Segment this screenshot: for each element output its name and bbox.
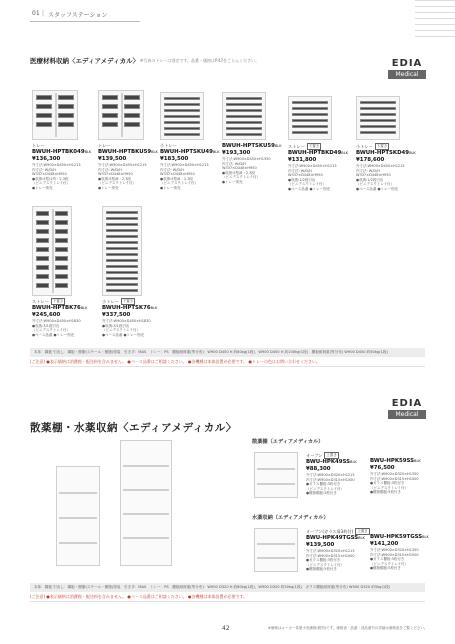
product-price: ¥178,600 [356, 157, 385, 163]
product-spec-line: 内寸法: W/D/H [160, 167, 184, 172]
product-label: 小トレー 下置き [102, 298, 134, 304]
product-spec-line: ●収納:S型/8・2,3段 [222, 170, 255, 175]
product-spec-line: （ビニデスクトレイ付） [306, 562, 345, 567]
product-spec-line: 外寸法:W900×D450×H1215 [356, 164, 405, 168]
product-bwuh-hptsku59 [222, 143, 298, 185]
product-spec-line: ●収納:3/1段引出 [102, 323, 130, 328]
caution-line-2: (ご注意) ●表示価格は消費税・配送料を含みません。 ●ベース品番はご相談ください。 ●各機種は本体設置が必要です。 [30, 594, 425, 602]
product-spec-line: （ビニデスクトレイ付） [102, 328, 141, 333]
product-spec-line: W337×D448×H950 [32, 172, 67, 177]
cabinet-image [160, 92, 204, 140]
product-spec-line: ●トレー別売 [98, 185, 119, 190]
product-price: ¥136,300 [32, 156, 61, 162]
product-code: BWUH-HPTBK049BLK [32, 149, 92, 155]
product-spec-line: W337×D448×H950 [160, 172, 195, 177]
product-spec-line: ●ベース品番 ●トレー別売 [32, 332, 75, 337]
product-spec-line: ●収納:S型/1列・2,3段 [32, 176, 69, 181]
product-label: 小トレー [160, 143, 177, 148]
badge: 下置き [308, 144, 320, 148]
section2-title: 散薬棚・水薬収納〈エディアメディカル〉 [30, 422, 237, 434]
product-price: ¥88,300 [306, 466, 331, 472]
product-code: BWU-HPK59TGSSBLK [370, 534, 429, 540]
open-shelf-image-small [56, 466, 100, 566]
product-spec-line: ●ガラス棚板:3枚付き [306, 558, 341, 563]
page-number: 42 [222, 625, 230, 632]
product-code: BWUH-HPTBKD49BLK [288, 150, 348, 156]
cabinet-image [288, 96, 332, 140]
product-spec-line: （ビニデスクトレイ付） [288, 182, 327, 187]
product-bwuh-hptsk76 [102, 298, 178, 337]
product-label: トレー [98, 143, 111, 148]
product-spec-line: ●ガラス棚板:3枚付き [370, 481, 405, 486]
product-spec-line: （ビニデスクトレイ付） [222, 175, 261, 180]
product-spec-line: 内寸法:W900×D315×H1000 [370, 552, 419, 557]
product-spec-line: ●樹脂棚板:5枚付き [306, 567, 337, 572]
product-code: BWUH-HPTSK76BLK [102, 305, 158, 311]
product-spec-line: ●収納:S型/8・2,3段 [98, 176, 131, 181]
section1-note: ※写真のトレーは別売です。品番・価格はP.47をごらんください。 [140, 58, 260, 63]
product-code: BWUH-HPTSKU59BLK [222, 143, 282, 149]
product-spec-line: （ビニデスクトレイ付） [32, 181, 71, 186]
product-spec-line: W337×D448×H950 [288, 173, 323, 178]
product-spec-line: 内寸法:W900×D315×H1000 [306, 553, 355, 558]
product-label: オープン(ガラス扉3枚付) 上置き [306, 528, 368, 534]
product-price: ¥131,800 [288, 157, 317, 163]
badge: 上置き [357, 529, 368, 533]
product-code: BWU-HPK49TGSSBLK [306, 535, 365, 541]
cabinet-image [32, 206, 72, 296]
badge: 下置き [122, 299, 134, 303]
spec-bar: 本体：鋼板 引出し：鋼板・樹脂(スチール・樹脂)塗装 引き手：MAS トレー：PS 棚板耐荷重(等分布)：W900 D450 H 約80kg(1段)、W900 D450 H 約100kg(1段) 棚板耐荷重(等分布) W900 D450 約50kg(1段) [30, 348, 425, 357]
header-rule [30, 21, 140, 22]
product-code: BWU-HPK49SSBLK [306, 459, 357, 465]
product-spec-line: ●収納:1/2段引出 [356, 177, 384, 182]
product-spec-line: 外寸法:W900×D320×H1215 [306, 549, 355, 553]
product-price: ¥337,500 [102, 312, 131, 318]
badge: 下置き [376, 144, 388, 148]
product-bwu-hpk59ss [370, 458, 446, 495]
product-price: ¥183,500 [160, 156, 189, 162]
page-header [0, 10, 455, 26]
product-spec-line: （ビニデスクトレイ付） [98, 181, 137, 186]
open-shelf-image-tall [120, 440, 172, 566]
badge: 上置き [326, 453, 337, 457]
cabinet-image [356, 96, 400, 140]
product-code: BWUH-HPTBK76BLK [32, 305, 88, 311]
product-spec-line: ●収納:3/1段引出 [32, 323, 60, 328]
cabinet-image [32, 90, 78, 140]
product-code: BWU-HPK59SSBLK [370, 458, 421, 464]
product-spec-line: （ビニデスクトレイ付） [370, 485, 409, 490]
product-spec-line: ●ベース品番 ●トレー別売 [356, 186, 399, 191]
product-spec-line: 内寸法: W/D/H [32, 167, 56, 172]
product-spec-line: ●トレー別売 [222, 179, 243, 184]
section-number: 01 [32, 10, 40, 17]
product-code: BWUH-HPTBKU59BLK [98, 149, 158, 155]
product-spec-line: 内寸法: W/D/H [98, 167, 122, 172]
cabinet-image [102, 206, 142, 296]
product-spec-line: ●ガラス棚板:3枚付き [306, 482, 341, 487]
product-spec-line: 内寸法: W/D/H [222, 161, 246, 166]
product-spec-line: （ビニデスクトレイ付） [306, 486, 345, 491]
product-spec-line: 内寸法:W900×D315×H1000 [370, 476, 419, 481]
product-spec-line: 内寸法:W900×D315×H1000 [306, 477, 355, 482]
product-spec-line: 外寸法:W900×D320×H1350 [370, 472, 419, 476]
product-spec-line: 内寸法: W/D/H [356, 168, 380, 173]
edia-medical-logo: EDIA Medical [388, 58, 426, 88]
product-spec-line: 外寸法:W900×D450×H1215 [288, 164, 337, 168]
product-spec-line: （ビニデスクトレイ付） [370, 561, 409, 566]
product-spec-line: 外寸法:W900×D320×H1350 [370, 548, 419, 552]
product-bwu-hpk59tgss [370, 534, 446, 571]
product-spec-line: 内寸法: W/D/H [288, 168, 312, 173]
product-spec-line: ●ガラス棚板:3枚付き [370, 557, 405, 562]
subsection-suiyaku: 水薬収納（エディアメディカル） [252, 515, 329, 521]
header-title: スタッフステーション [48, 12, 108, 19]
product-spec-line: （ビニデスクトレイ付） [160, 181, 199, 186]
product-spec-line: W337×D448×H950 [222, 166, 257, 171]
product-spec-line: ●樹脂棚板:5枚付き [306, 491, 337, 496]
product-bwuh-hptbkd49 [288, 143, 364, 192]
product-spec-line: 外寸法:W900×D450×H1830 [102, 319, 151, 323]
suiyaku-shelf-image [254, 528, 298, 572]
product-spec-line: 外寸法:W900×D450×H1215 [98, 163, 147, 167]
product-price: ¥139,500 [306, 542, 335, 548]
product-price: ¥245,600 [32, 312, 61, 318]
product-code: BWUH-HPTSKU49BLK [160, 149, 220, 155]
product-spec-line: ●樹脂棚板:5枚付き [370, 490, 401, 495]
product-bwuh-hptbk049 [32, 143, 108, 191]
corner-decoration [415, 0, 455, 50]
product-spec-line: ●トレー別売 [160, 185, 181, 190]
product-price: ¥139,500 [98, 156, 127, 162]
product-spec-line: 外寸法:W900×D450×H1350 [222, 157, 271, 161]
product-spec-line: 外寸法:W900×D320×H1215 [306, 473, 355, 477]
spec-bar-2: 本体：鋼板 引出し：鋼板・樹脂(スチール・樹脂)塗装 引き手：MAS トレー：PS 棚板耐荷重(等分布)：W900 D320 H 約80kg(1段)、W900 D320 約50kg(1段) ガラス棚板耐荷重(等分布) W900 D320 約5kg(1段) [30, 583, 425, 592]
product-spec-line: 外寸法:W900×D450×H1215 [32, 163, 81, 167]
product-spec-line: ●ベース品番 ●トレー別売 [288, 186, 331, 191]
product-spec-line: ●ベース品番 ●トレー別売 [102, 332, 145, 337]
product-bwuh-hptskd49 [356, 143, 432, 192]
product-label: 小トレー 下置き [356, 143, 388, 149]
section1-title: 医療材料収納〈エディアメディカル〉 [30, 57, 140, 65]
product-price: ¥141,200 [370, 541, 399, 547]
header-separator: | [42, 10, 45, 17]
cabinet-image [222, 92, 266, 140]
product-price: ¥76,500 [370, 465, 395, 471]
footer-note: ※価格はメーカー希望小売価格(税別)です。価格表・品番・部品番号の詳細は価格表をご覧ください。 [268, 626, 428, 630]
subsection-sanyaku: 散薬棚（エディアメディカル） [252, 439, 324, 445]
product-spec-line: （ビニデスクトレイ付） [356, 182, 395, 187]
badge: 下置き [52, 299, 64, 303]
product-spec-line: （ビニデスクトレイ付） [32, 328, 71, 333]
product-spec-line: ●樹脂棚板:5枚付き [370, 566, 401, 571]
product-spec-line: 外寸法:W900×D450×H1215 [160, 163, 209, 167]
product-spec-line: W337×D448×H950 [356, 173, 391, 178]
product-bwuh-hptbk76 [32, 298, 108, 337]
product-spec-line: W337×D448×H950 [98, 172, 133, 177]
product-spec-line: ●収納:1/2段引出 [288, 177, 316, 182]
product-spec-line: ●トレー別売 [32, 185, 53, 190]
product-label: ストレー 下置き [288, 143, 320, 149]
product-label: オープン 上置き [306, 452, 337, 458]
edia-medical-logo-2: EDIA Medical [388, 398, 426, 428]
product-label: ストレー 下置き [32, 298, 64, 304]
product-label: トレー [32, 143, 45, 148]
product-price: ¥193,300 [222, 150, 251, 156]
product-spec-line: 外寸法:W900×D450×H1830 [32, 319, 81, 323]
product-spec-line: ●収納:S型/8・2,3段 [160, 176, 193, 181]
cabinet-image [98, 90, 144, 140]
caution-line: (ご注意) ●表示価格は消費税・配送料を含みません。 ●ベース品番はご相談ください。 ●各機種は本体設置が必要です。 ●トレーの色はお問い合わせください。 [30, 359, 425, 367]
product-code: BWUH-HPTSKD49BLK [356, 150, 416, 156]
sanyaku-shelf-image [254, 452, 298, 498]
